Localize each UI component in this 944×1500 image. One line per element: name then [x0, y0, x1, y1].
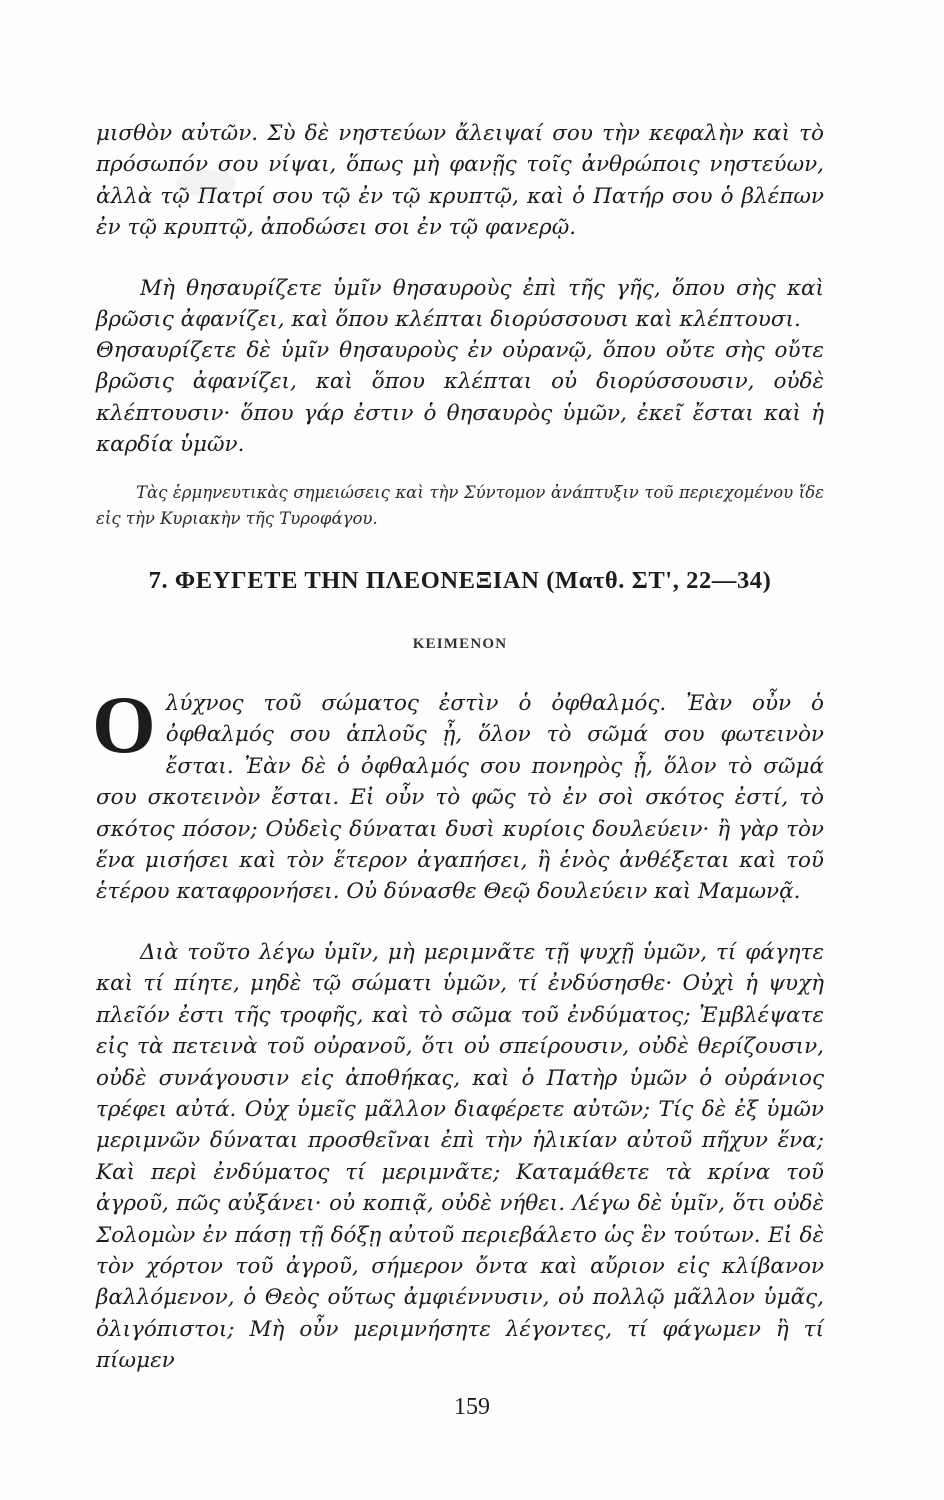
- paragraph-treasures-heaven: Θησαυρίζετε δὲ ὑμῖν θησαυροὺς ἐν οὐρανῷ, ὅπου οὔτε σὴς οὔτε βρῶσις ἀφανίζει, καὶ ὅπου κλέπται οὐ διορύσσουσιν, οὐδὲ κλέπτουσιν· ὅπου γάρ ἐστιν ὁ θησαυρὸς ὑμῶν, ἐκεῖ ἔσται καὶ ἡ καρδία ὑμῶν.: [96, 338, 824, 458]
- section-subheading: ΚΕΙΜΕΝΟΝ: [412, 636, 508, 652]
- section-heading: 7. ΦΕΥΓΕΤΕ ΤΗΝ ΠΛΕΟΝΕΞΙΑΝ (Ματθ. ΣΤ', 22—34): [148, 567, 772, 594]
- drop-cap: Ο: [92, 679, 156, 770]
- reference-note: Τὰς ἑρμηνευτικὰς σημειώσεις καὶ τὴν Σύντομον ἀνάπτυξιν τοῦ περιεχομένου ἴδε εἰς τὴν Κυριακὴν τῆς Τυροφάγου.: [96, 483, 824, 528]
- paragraph-lamp-of-body: [92, 679, 824, 908]
- paragraph-fasting-ending: μισθὸν αὐτῶν. Σὺ δὲ νηστεύων ἄλειψαί σου τὴν κεφαλὴν καὶ τὸ πρόσωπόν σου νίψαι, ὅπως μὴ φανῇς τοῖς ἀνθρώποις νηστεύων, ἀλλὰ τῷ Πατρί σου τῷ ἐν τῷ κρυπτῷ, καὶ ὁ Πατήρ σου ὁ βλέπων ἐν τῷ κρυπτῷ, ἀποδώσει σοι ἐν τῷ φανερῷ.: [96, 121, 824, 241]
- paragraph-do-not-worry: Διὰ τοῦτο λέγω ὑμῖν, μὴ μεριμνᾶτε τῇ ψυχῇ ὑμῶν, τί φάγητε καὶ τί πίητε, μηδὲ τῷ σώματι ὑμῶν, τί ἐνδύσησθε· Οὐχὶ ἡ ψυχὴ πλεῖόν ἐστι τῆς τροφῆς, καὶ τὸ σῶμα τοῦ ἐνδύματος; Ἐμβλέψατε εἰς τὰ πετεινὰ τοῦ οὐρανοῦ, ὅτι οὐ σπείρουσιν, οὐδὲ θερίζουσιν, οὐδὲ συνάγουσιν εἰς ἀποθήκας, καὶ ὁ Πατὴρ ὑμῶν ὁ οὐράνιος τρέφει αὐτά. Οὐχ ὑμεῖς μᾶλλον διαφέρετε αὐτῶν; Τίς δὲ ἐξ ὑμῶν μεριμνῶν δύναται προσθεῖναι ἐπὶ τὴν ἡλικίαν αὐτοῦ πῆχυν ἕνα; Καὶ περὶ ἐνδύματος τί μεριμνᾶτε; Καταμάθετε τὰ κρίνα τοῦ ἀγροῦ, πῶς αὐξάνει· οὐ κοπιᾷ, οὐδὲ νήθει. Λέγω δὲ ὑμῖν, ὅτι οὐδὲ Σολομὼν ἐν πάσῃ τῇ δόξῃ αὐτοῦ περιεβάλετο ὡς ἓν τούτων. Εἰ δὲ τὸν χόρτον τοῦ ἀγροῦ, σήμερον ὄντα καὶ αὔριον εἰς κλίβανον βαλλόμενον, ὁ Θεὸς οὕτως ἀμφιέννυσιν, οὐ πολλῷ μᾶλλον ὑμᾶς, ὀλιγόπιστοι; Μὴ οὖν μεριμνήσητε λέγοντες, τί φάγωμεν ἢ τί πίωμεν: [96, 940, 824, 1374]
- paragraph-lamp-text: λύχνος τοῦ σώματος ἐστὶν ὁ ὀφθαλμός. Ἐὰν οὖν ὁ ὀφθαλμός σου ἁπλοῦς ᾖ, ὅλον τὸ σῶμά σου φωτεινὸν ἔσται. Ἐὰν δὲ ὁ ὀφθαλμός σου πονηρὸς ᾖ, ὅλον τὸ σῶμά σου σκοτεινὸν ἔσται. Εἰ οὖν τὸ φῶς τὸ ἐν σοὶ σκότος ἐστί, τὸ σκότος πόσον; Οὐδεὶς δύναται δυσὶ κυρίοις δουλεύειν· ἢ γὰρ τὸν ἕνα μισήσει καὶ τὸν ἕτερον ἀγαπήσει, ἢ ἑνὸς ἀνθέξεται καὶ τοῦ ἑτέρου καταφρονήσει. Οὐ δύνασθε Θεῷ δουλεύειν καὶ Μαμωνᾷ.: [96, 691, 824, 905]
- page-number: 159: [454, 1394, 490, 1420]
- paragraph-treasures-earth: Μὴ θησαυρίζετε ὑμῖν θησαυροὺς ἐπὶ τῆς γῆς, ὅπου σὴς καὶ βρῶσις ἀφανίζει, καὶ ὅπου κλέπται διορύσσουσι καὶ κλέπτουσι.: [96, 276, 824, 333]
